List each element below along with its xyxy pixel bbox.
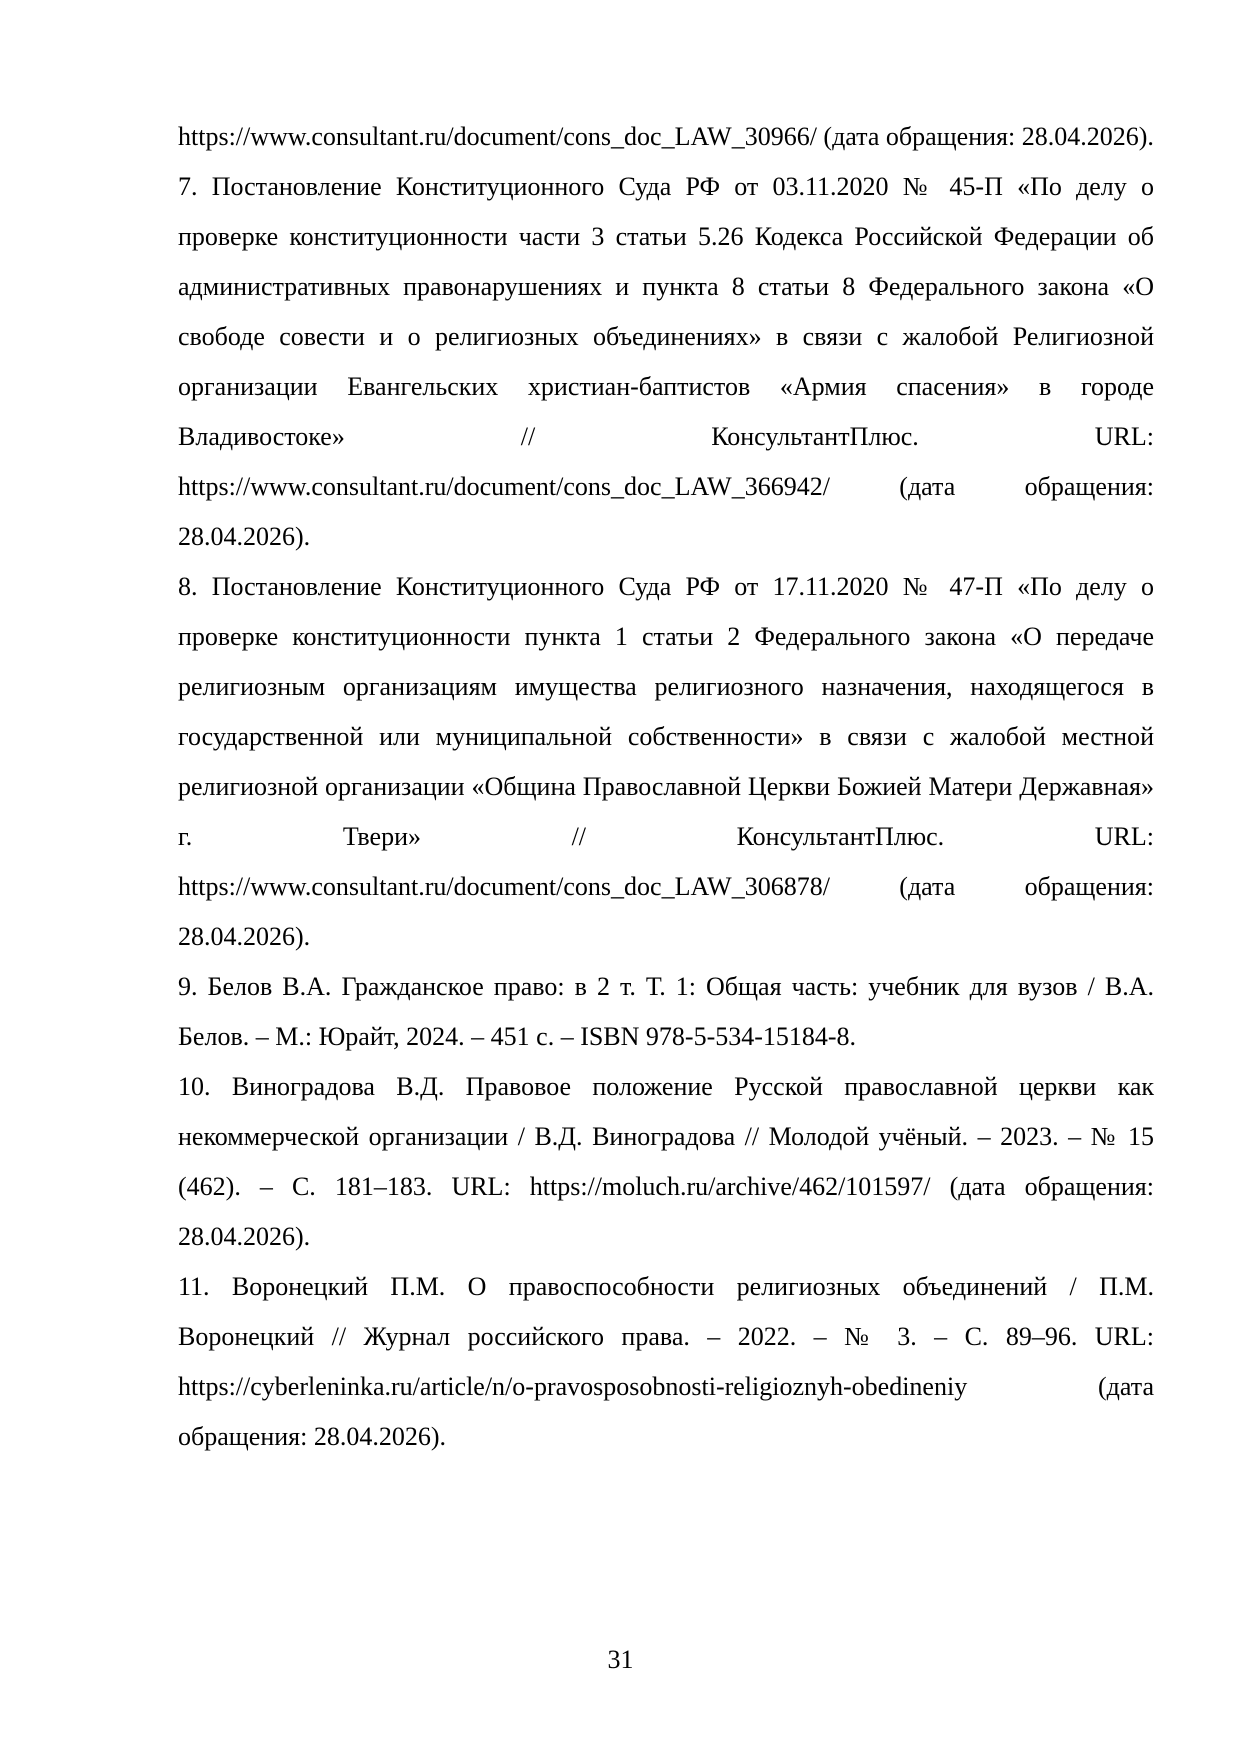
- reference-url: https://www.consultant.ru/document/cons_doc_LAW_366942/: [178, 472, 830, 501]
- reference-access-date: (дата обращения: 28.04.2026).: [178, 872, 1154, 951]
- reference-access-date: (дата обращения: 28.04.2026).: [178, 472, 1154, 551]
- reference-text: 11. Воронецкий П.М. О правоспособности религиозных объединений / П.М. Воронецкий // Журнал российского права. – 2022. – № 3. – С. 89–96. URL:: [178, 1272, 1154, 1351]
- reference-item-11: [178, 1262, 1154, 1462]
- reference-text: 10. Виноградова В.Д. Правовое положение Русской православной церкви как некоммерческой организации / В.Д. Виноградова // Молодой учёный. – 2023. – № 15 (462). – С. 181–183. URL:: [178, 1072, 1154, 1201]
- reference-item-10: [178, 1062, 1154, 1262]
- reference-url: https://moluch.ru/archive/462/101597/: [529, 1172, 931, 1201]
- reference-url: https://cyberleninka.ru/article/n/o-pravosposobnosti-religioznyh-obedineniy: [178, 1372, 968, 1401]
- reference-text: 7. Постановление Конституционного Суда РФ от 03.11.2020 № 45-П «По делу о проверке конституционности части 3 статьи 5.26 Кодекса Российской Федерации об административных правонарушениях и пункта 8 статьи 8 Федерального закона «О свободе совести и о религиозных объединениях» в связи с жалобой Религиозной организации Евангельских христиан-баптистов «Армия спасения» в городе Владивостоке» // КонсультантПлюс. URL:: [178, 172, 1154, 451]
- reference-text: 9. Белов В.А. Гражданское право: в 2 т. Т. 1: Общая часть: учебник для вузов / В.А. Белов. – М.: Юрайт, 2024. – 451 с. – ISBN 978-5-534-15184-8.: [178, 972, 1154, 1051]
- reference-list: [178, 112, 1154, 1462]
- reference-url: https://www.consultant.ru/document/cons_doc_LAW_30966/: [178, 122, 817, 151]
- reference-item-8: [178, 562, 1154, 962]
- reference-item-9: [178, 962, 1154, 1062]
- page-number: 31: [607, 1645, 634, 1674]
- reference-text: 8. Постановление Конституционного Суда РФ от 17.11.2020 № 47-П «По делу о проверке конституционности пункта 1 статьи 2 Федерального закона «О передаче религиозным организациям имущества религиозного назначения, находящегося в государственной или муниципальной собственности» в связи с жалобой местной религиозной организации «Община Православной Церкви Божией Матери Державная» г. Твери» // КонсультантПлюс. URL:: [178, 572, 1154, 851]
- reference-url: https://www.consultant.ru/document/cons_doc_LAW_306878/: [178, 872, 830, 901]
- reference-continuation: [178, 112, 1154, 162]
- reference-item-7: [178, 162, 1154, 562]
- reference-access-date: (дата обращения: 28.04.2026).: [178, 1172, 1154, 1251]
- reference-access-date: (дата обращения: 28.04.2026).: [823, 122, 1154, 151]
- reference-access-date: (дата обращения: 28.04.2026).: [178, 1372, 1154, 1451]
